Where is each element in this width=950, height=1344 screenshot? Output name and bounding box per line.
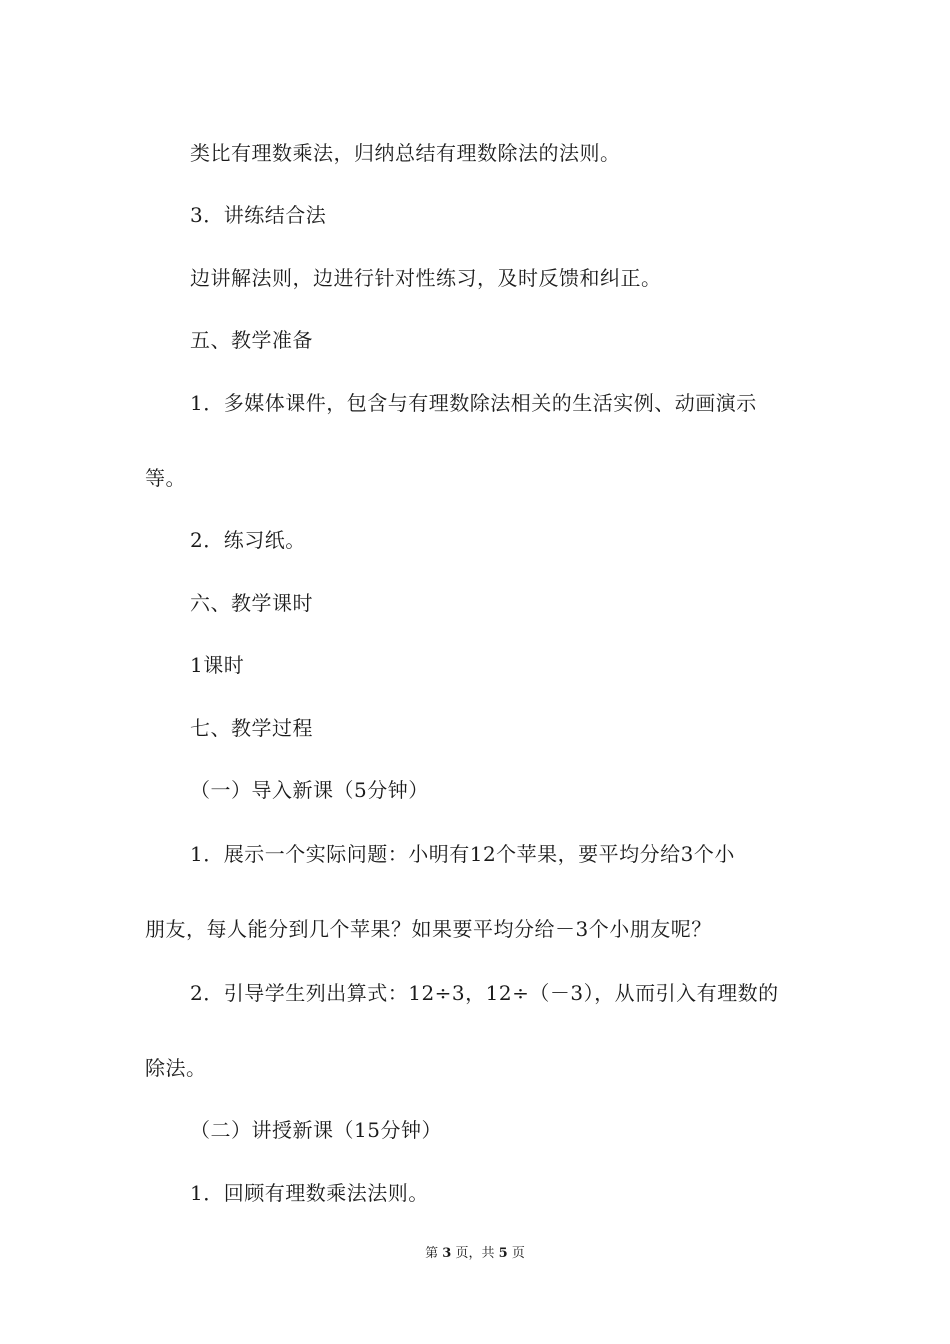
paragraph-line: 类比有理数乘法，归纳总结有理数除法的法则。: [190, 141, 621, 165]
paragraph-line: 除法。: [145, 1056, 207, 1080]
paragraph-line: 朋友，每人能分到几个苹果？如果要平均分给－3个小朋友呢？: [145, 917, 712, 941]
subsection-heading: （二）讲授新课（15分钟）: [190, 1118, 442, 1142]
section-heading: 六、教学课时: [190, 591, 313, 615]
paragraph-line: 等。: [145, 466, 186, 490]
paragraph-line: 1课时: [190, 653, 245, 677]
paragraph-line: 1．回顾有理数乘法法则。: [190, 1181, 429, 1205]
footer-prefix: 第: [425, 1246, 439, 1261]
paragraph-line: 边讲解法则，边进行针对性练习，及时反馈和纠正。: [190, 266, 662, 290]
subsection-heading: （一）导入新课（5分钟）: [190, 778, 429, 802]
footer-current-page: 3: [442, 1246, 452, 1261]
section-heading: 五、教学准备: [190, 328, 313, 352]
footer-middle: 页，共: [455, 1246, 495, 1261]
page-footer: [0, 1245, 950, 1263]
paragraph-line: 2．练习纸。: [190, 528, 306, 552]
section-heading: 七、教学过程: [190, 716, 313, 740]
paragraph-line: 2．引导学生列出算式：12÷3，12÷（－3），从而引入有理数的: [190, 981, 779, 1005]
footer-suffix: 页: [511, 1246, 525, 1261]
paragraph-line: 1．多媒体课件，包含与有理数除法相关的生活实例、动画演示: [190, 391, 757, 415]
footer-total-pages: 5: [498, 1246, 508, 1261]
paragraph-line: 3．讲练结合法: [190, 203, 327, 227]
paragraph-line: 1．展示一个实际问题：小明有12个苹果，要平均分给3个小: [190, 842, 735, 866]
